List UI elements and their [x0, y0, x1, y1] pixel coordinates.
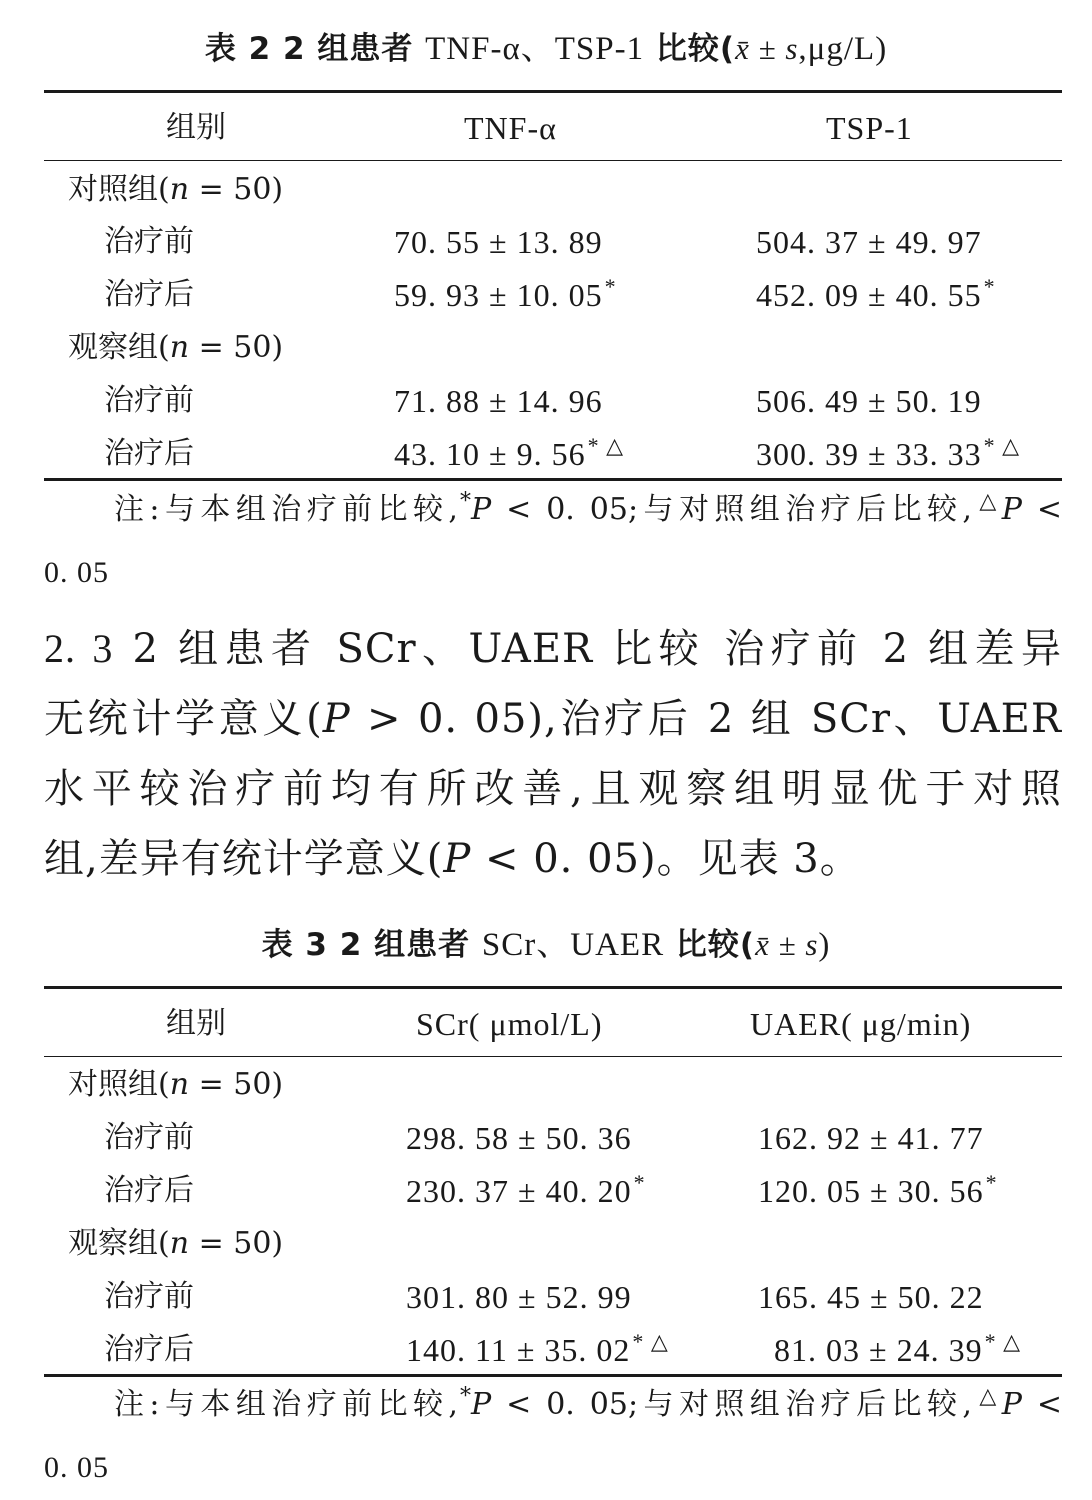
table-row-label: 治疗后	[104, 1173, 194, 1208]
table-row-label: 治疗后	[104, 1332, 194, 1367]
table-cell: 81. 03 ± 24. 39* △	[774, 1329, 1021, 1368]
table-row-label: 治疗前	[104, 1279, 194, 1314]
table3-note-tail: 0. 05	[44, 1451, 109, 1484]
table3-caption-latin: SCr、UAER	[481, 927, 665, 963]
table-cell: 162. 92 ± 41. 77	[758, 1120, 984, 1156]
table-cell: 504. 37 ± 49. 97	[756, 224, 982, 260]
table2-group-observe: 观察组(n = 50)	[68, 330, 284, 365]
table3-group-observe: 观察组(n = 50)	[68, 1226, 284, 1261]
table2-header-col2: TSP-1	[826, 110, 913, 146]
table-cell: 43. 10 ± 9. 56* △	[394, 433, 624, 472]
table-cell: 230. 37 ± 40. 20*	[406, 1170, 646, 1209]
table-row-label: 治疗后	[104, 436, 194, 471]
table3-caption-unit: )	[818, 927, 831, 963]
table3-group-control: 对照组(n = 50)	[68, 1067, 284, 1102]
table3-note: 注:与本组治疗前比较,*P < 0. 05;与对照组治疗后比较,△P <	[114, 1384, 1062, 1422]
table3-caption	[0, 918, 1092, 965]
paragraph-line: 水平较治疗前均有所改善,且观察组明显优于对照	[44, 766, 1062, 812]
table-cell: 506. 49 ± 50. 19	[756, 383, 982, 419]
table3-header-rule	[44, 1056, 1062, 1057]
table-cell: 59. 93 ± 10. 05*	[394, 274, 617, 313]
table-cell: 301. 80 ± 52. 99	[406, 1279, 632, 1315]
table3-header-col2: UAER( μg/min)	[750, 1006, 972, 1042]
table2-note: 注:与本组治疗前比较,*P < 0. 05;与对照组治疗后比较,△P <	[114, 489, 1062, 527]
table2-header-rule	[44, 160, 1062, 161]
table-row-label: 治疗前	[104, 383, 194, 418]
paragraph-line: 无统计学意义(P > 0. 05),治疗后 2 组 SCr、UAER	[44, 696, 1062, 742]
paragraph-line: 组,差异有统计学意义(P < 0. 05)。见表 3。	[44, 836, 861, 882]
table2-header-col1: TNF-α	[464, 110, 557, 146]
table2-caption-mid: 比较(	[644, 31, 736, 67]
table-cell: 300. 39 ± 33. 33* △	[756, 433, 1020, 472]
section-2-3-paragraph	[44, 614, 1062, 894]
paragraph-line: 2. 3 2 组患者 SCr、UAER 比较 治疗前 2 组差异	[44, 626, 1063, 672]
table3-header-col1: SCr( μmol/L)	[416, 1006, 603, 1042]
table2-group-control: 对照组(n = 50)	[68, 172, 284, 207]
table3-top-rule	[44, 986, 1062, 989]
table2-bottom-rule	[44, 478, 1062, 481]
table-row-label: 治疗前	[104, 224, 194, 259]
table2-note-tail: 0. 05	[44, 556, 109, 589]
table-cell: 71. 88 ± 14. 96	[394, 383, 603, 419]
table-cell: 120. 05 ± 30. 56*	[758, 1170, 998, 1209]
table-row-label: 治疗前	[104, 1120, 194, 1155]
table-cell: 165. 45 ± 50. 22	[758, 1279, 984, 1315]
table2-header-group: 组别	[166, 110, 226, 145]
table2-caption-stat: x̄ ± s	[735, 31, 799, 66]
table2-caption-latin: TNF-α、TSP-1	[425, 31, 645, 67]
table3-bottom-rule	[44, 1374, 1062, 1377]
table-cell: 298. 58 ± 50. 36	[406, 1120, 632, 1156]
table3-caption-mid: 比较(	[664, 927, 756, 963]
table3-caption-stat: x̄ ± s	[755, 927, 819, 962]
table2-top-rule	[44, 90, 1062, 93]
table-cell: 140. 11 ± 35. 02* △	[406, 1329, 669, 1368]
table2-caption	[0, 22, 1092, 69]
table2-caption-unit: ,μg/L)	[798, 31, 888, 67]
table2-caption-prefix: 表 2 2 组患者	[204, 31, 426, 67]
table-cell: 70. 55 ± 13. 89	[394, 224, 603, 260]
table-row-label: 治疗后	[104, 277, 194, 312]
table3-caption-prefix: 表 3 2 组患者	[261, 927, 482, 963]
table3-header-group: 组别	[166, 1006, 226, 1041]
table-cell: 452. 09 ± 40. 55*	[756, 274, 996, 313]
